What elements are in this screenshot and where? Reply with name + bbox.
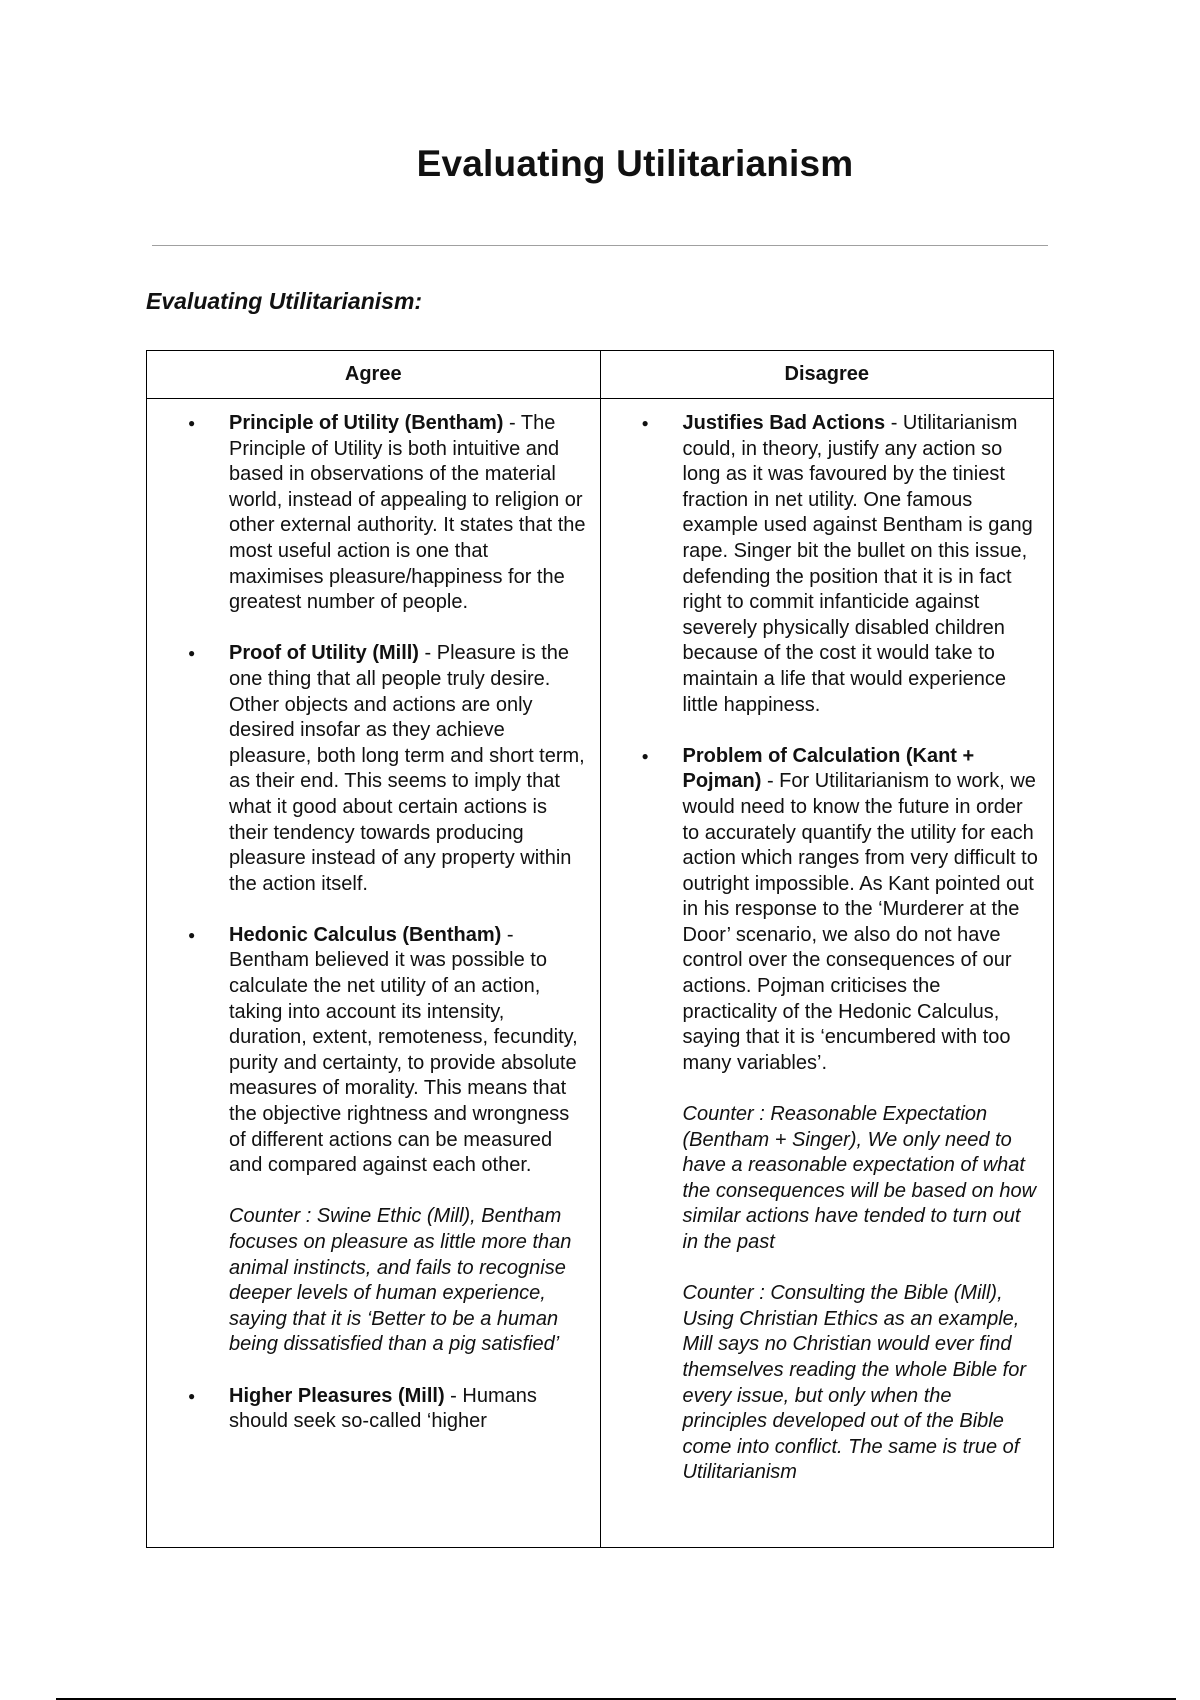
agree-column <box>147 399 601 1548</box>
point-title: Principle of Utility (Bentham) <box>229 412 504 434</box>
point-body: - Humans should seek so-called ‘higher <box>229 1384 537 1433</box>
point-title: Higher Pleasures (Mill) <box>229 1384 445 1407</box>
disagree-points-list <box>601 399 1054 1486</box>
agree-point-higher-pleasures <box>229 1384 586 1435</box>
point-title: Justifies Bad Actions <box>682 412 886 434</box>
agree-point-principle-of-utility <box>229 411 586 616</box>
document-title: Evaluating Utilitarianism <box>416 143 854 184</box>
disagree-point-justifies-bad-actions <box>683 411 1040 718</box>
table-body-row <box>147 399 1054 1548</box>
agree-point-hedonic-calculus <box>229 923 586 1358</box>
agree-points-list <box>147 399 600 1435</box>
point-body: - Utilitarianism could, in theory, justify any action so long as it was favoured by the tiniest fraction in net utility. One famous example used against Bentham is gang rape. Singer bit the bullet on this issue, defending the position that it is in fact right to commit infanticide against severely physically disabled children because of the cost it would take to maintain a life that would experience little happiness. <box>682 412 1033 716</box>
point-title: Problem of Calculation (Kant + Pojman) <box>682 744 975 793</box>
point-body: - The Principle of Utility is both intuitive and based in observations of the material world, instead of appealing to religion or other external authority. It states that the most useful action is one that maximises pleasure/happiness for the greatest number of people. <box>229 412 586 614</box>
disagree-column-header: Disagree <box>600 351 1054 399</box>
agree-point-proof-of-utility <box>229 641 586 897</box>
counter-argument: Counter : Swine Ethic (Mill), Bentham focuses on pleasure as little more than animal instincts, and fails to recognise deeper levels of human experience, saying that it is ‘Better to be a human being dissatisfied than a pig satisfied’ <box>229 1205 572 1356</box>
point-title: Proof of Utility (Mill) <box>229 642 419 665</box>
point-title: Hedonic Calculus (Bentham) <box>229 923 502 946</box>
disagree-column <box>600 399 1054 1548</box>
agree-column-header: Agree <box>147 351 601 399</box>
title-divider <box>152 245 1048 246</box>
table-header-row <box>147 351 1054 399</box>
counter-argument: Counter : Reasonable Expectation (Bentham + Singer), We only need to have a reasonable expectation of what the consequences will be based on how similar actions have tended to turn out in the past <box>682 1103 1037 1253</box>
point-body: - Bentham believed it was possible to calculate the net utility of an action, taking into account its intensity, duration, extent, remoteness, fecundity, purity and certainty, to provide absolute measures of morality. This means that the objective rightness and wrongness of different actions can be measured and compared against each other. <box>229 923 578 1177</box>
agree-disagree-table <box>146 350 1054 1548</box>
point-body: - For Utilitarianism to work, we would need to know the future in order to accurately quantify the utility for each action which ranges from very difficult to outright impossible. As Kant pointed out in his response to the ‘Murderer at the Door’ scenario, we also do not have control over the consequences of our actions. Pojman criticises the practicality of the Hedonic Calculus, saying that it is ‘encumbered with too many variables’. <box>682 770 1038 1074</box>
section-heading: Evaluating Utilitarianism: <box>146 288 423 314</box>
point-body: - Pleasure is the one thing that all people truly desire. Other objects and actions are only desired insofar as they achieve pleasure, both long term and short term, as their end. This seems to imply that what it good about certain actions is their tendency towards producing pleasure instead of any property within the action itself. <box>229 642 585 895</box>
counter-argument: Counter : Consulting the Bible (Mill), Using Christian Ethics as an example, Mill says no Christian would ever find themselves reading the whole Bible for every issue, but only when the principles developed out of the Bible come into conflict. The same is true of Utilitarianism <box>682 1282 1027 1484</box>
disagree-point-problem-of-calculation <box>683 744 1040 1486</box>
